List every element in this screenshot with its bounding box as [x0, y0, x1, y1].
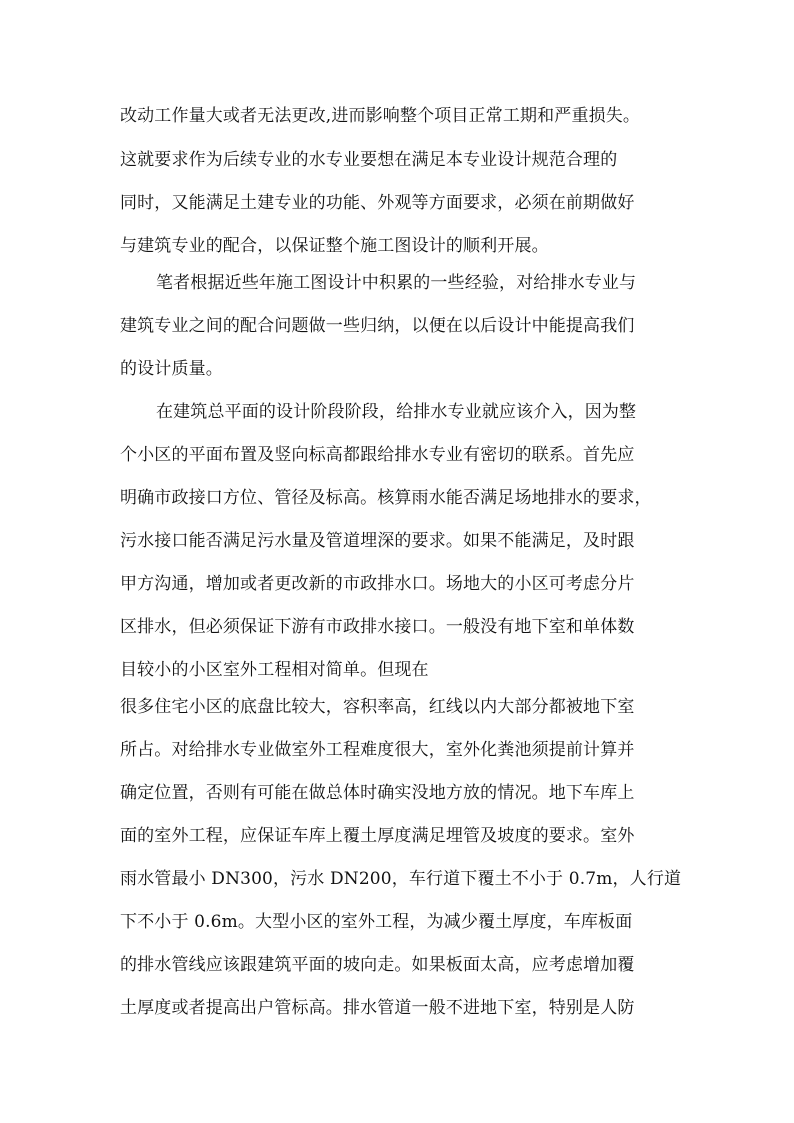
paragraph-2-line-3: 的设计质量。 — [120, 359, 223, 379]
paragraph-2-line-2: 建筑专业之间的配合问题做一些归纳，以便在以后设计中能提高我们 — [120, 316, 635, 336]
paragraph-4-line-7: 的排水管线应该跟建筑平面的坡向走。如果板面太高，应考虑增加覆 — [120, 955, 635, 975]
paragraph-4-line-2: 所占。对给排水专业做室外工程难度很大，室外化粪池须提前计算并 — [120, 740, 635, 760]
text-line-3: 同时，又能满足土建专业的功能、外观等方面要求，必须在前期做好 — [120, 193, 635, 213]
paragraph-4-line-5: 雨水管最小 DN300，污水 DN200，车行道下覆土不小于 0.7m，人行道 — [120, 869, 682, 889]
text-line-2: 这就要求作为后续专业的水专业要想在满足本专业设计规范合理的 — [120, 150, 618, 170]
paragraph-4-line-1: 很多住宅小区的底盘比较大，容积率高，红线以内大部分都被地下室 — [120, 697, 635, 717]
paragraph-2-line-1: 笔者根据近些年施工图设计中积累的一些经验，对给排水专业与 — [156, 273, 637, 293]
paragraph-4-line-8: 土厚度或者提高出户管标高。排水管道一般不进地下室，特别是人防 — [120, 998, 635, 1018]
paragraph-3-line-7: 目较小的小区室外工程相对简单。但现在 — [120, 660, 429, 680]
text-line-1: 改动工作量大或者无法更改,进而影响整个项目正常工期和严重损失。 — [120, 106, 641, 126]
paragraph-3-line-2: 个小区的平面布置及竖向标高都跟给排水专业有密切的联系。首先应 — [120, 445, 635, 465]
text-line-4: 与建筑专业的配合，以保证整个施工图设计的顺利开展。 — [120, 236, 549, 256]
paragraph-3-line-4: 污水接口能否满足污水量及管道埋深的要求。如果不能满足，及时跟 — [120, 531, 635, 551]
paragraph-4-line-3: 确定位置，否则有可能在做总体时确实没地方放的情况。地下车库上 — [120, 783, 635, 803]
paragraph-3-line-1: 在建筑总平面的设计阶段阶段，给排水专业就应该介入，因为整 — [156, 402, 637, 422]
paragraph-4-line-6: 下不小于 0.6m。大型小区的室外工程，为减少覆土厚度，车库板面 — [120, 912, 633, 932]
paragraph-3-line-3: 明确市政接口方位、管径及标高。核算雨水能否满足场地排水的要求， — [120, 488, 652, 508]
paragraph-4-line-4: 面的室外工程，应保证车库上覆土厚度满足埋管及坡度的要求。室外 — [120, 826, 635, 846]
paragraph-3-line-6: 区排水，但必须保证下游有市政排水接口。一般没有地下室和单体数 — [120, 617, 635, 637]
paragraph-3-line-5: 甲方沟通，增加或者更改新的市政排水口。场地大的小区可考虑分片 — [120, 574, 635, 594]
